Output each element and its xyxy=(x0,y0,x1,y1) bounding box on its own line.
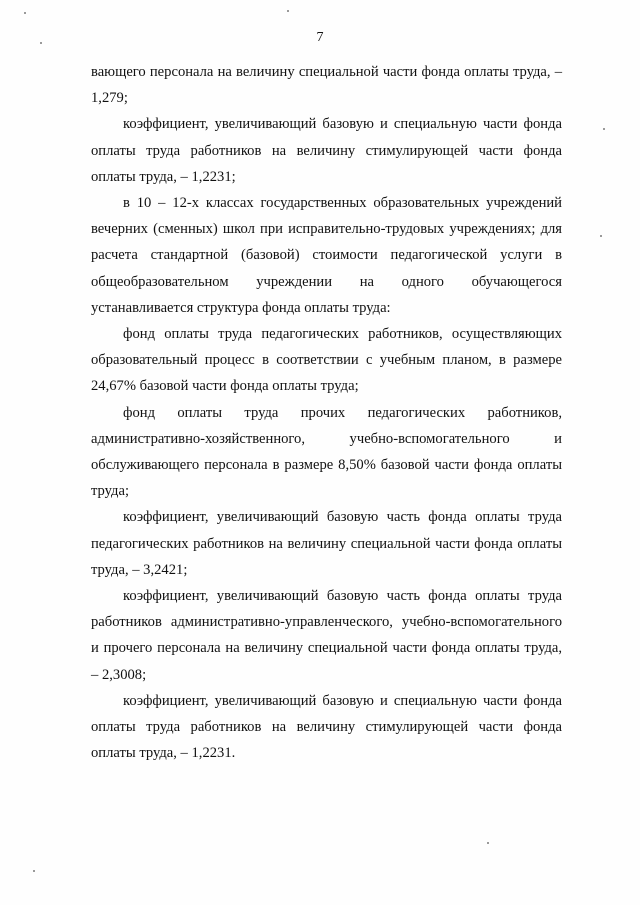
paragraph-continuation: вающего персонала на величину специальной части фонда оплаты труда, – 1,279; xyxy=(91,64,562,107)
scan-speck xyxy=(24,12,26,14)
page-number: 7 xyxy=(316,30,324,45)
scan-speck xyxy=(287,10,289,12)
paragraph-other-staff-fund: фонд оплаты труда прочих педагогических работников, административно-хозяйственного, учебно-вспомогательного и обслуживающего персонала в размере 8,50% базовой части фонда оплаты труда; xyxy=(91,404,562,500)
scan-speck xyxy=(33,870,35,872)
paragraph-coefficient-stimulating-1: коэффициент, увеличивающий базовую и специальную части фонда оплаты труда работников на величину стимулирующей части фонда оплаты труда, – 1,2231; xyxy=(91,116,562,185)
scan-speck xyxy=(603,128,605,130)
scan-speck xyxy=(40,42,42,44)
paragraph-coefficient-admin: коэффициент, увеличивающий базовую часть фонда оплаты труда работников административно-управленческого, учебно-вспомогательного и прочего персонала на величину специальной части фонда оплаты труда, – 2,3008; xyxy=(91,588,562,683)
scan-speck xyxy=(600,235,602,237)
scan-speck xyxy=(487,842,489,844)
paragraph-coefficient-stimulating-2: коэффициент, увеличивающий базовую и специальную части фонда оплаты труда работников на величину стимулирующей части фонда оплаты труда, – 1,2231. xyxy=(91,692,562,762)
paragraph-evening-schools: в 10 – 12-х классах государственных образовательных учреждений вечерних (сменных) школ при исправительно-трудовых учреждениях; для расчета стандартной (базовой) стоимости педагогической услуги в общеобразовательном учреждении на одного обучающегося устанавливается структура фонда оплаты труда: xyxy=(91,195,562,316)
paragraph-pedagogical-fund: фонд оплаты труда педагогических работников, осуществляющих образовательный процесс в соответствии с учебным планом, в размере 24,67% базовой части фонда оплаты труда; xyxy=(91,326,562,395)
paragraph-coefficient-pedagogical: коэффициент, увеличивающий базовую часть фонда оплаты труда педагогических работников на величину специальной части фонда оплаты труда, – 3,2421; xyxy=(91,509,562,578)
body-text xyxy=(91,59,562,766)
